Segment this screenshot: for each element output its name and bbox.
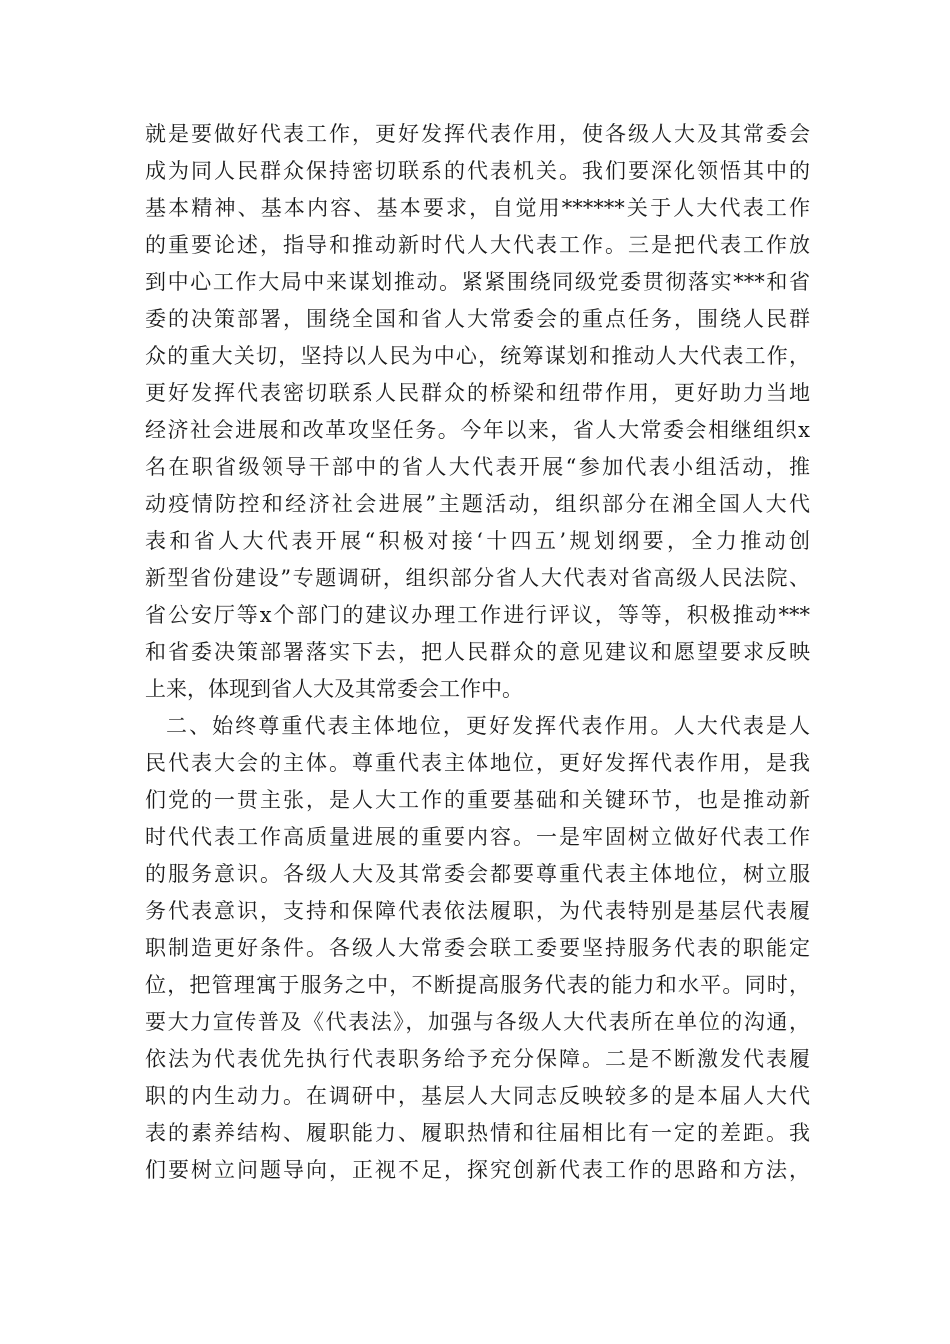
text-line: 名在职省级领导干部中的省人大代表开展“参加代表小组活动，推	[145, 455, 810, 479]
text-line: 经济社会进展和改革攻坚任务。今年以来，省人大常委会相继组织x	[145, 418, 810, 442]
text-line: 依法为代表优先执行代表职务给予充分保障。二是不断激发代表履	[145, 1047, 810, 1071]
text-line: 位，把管理寓于服务之中，不断提高服务代表的能力和水平。同时，	[145, 973, 810, 997]
text-line: 新型省份建设”专题调研，组织部分省人大代表对省高级人民法院、	[145, 566, 810, 590]
text-line: 们要树立问题导向，正视不足，探究创新代表工作的思路和方法，	[145, 1158, 810, 1182]
text-line: 就是要做好代表工作，更好发挥代表作用，使各级人大及其常委会	[145, 122, 810, 146]
section-heading-line: 二、始终尊重代表主体地位，更好发挥代表作用。人大代表是人	[166, 714, 810, 738]
text-line: 要大力宣传普及《代表法》，加强与各级人大代表所在单位的沟通，	[145, 1010, 810, 1034]
text-line: 表和省人大代表开展“积极对接‘十四五’规划纲要，全力推动创	[145, 529, 810, 553]
text-line: 上来，体现到省人大及其常委会工作中。	[145, 677, 523, 701]
text-line: 动疫情防控和经济社会进展”主题活动，组织部分在湘全国人大代	[145, 492, 810, 516]
text-line: 省公安厅等x个部门的建议办理工作进行评议，等等，积极推动***	[145, 603, 810, 627]
text-line: 到中心工作大局中来谋划推动。紧紧围绕同级党委贯彻落实***和省	[145, 270, 810, 294]
text-line: 时代代表工作高质量进展的重要内容。一是牢固树立做好代表工作	[145, 825, 810, 849]
text-line: 务代表意识，支持和保障代表依法履职，为代表特别是基层代表履	[145, 899, 810, 923]
text-line: 职制造更好条件。各级人大常委会联工委要坚持服务代表的职能定	[145, 936, 810, 960]
text-line: 的服务意识。各级人大及其常委会都要尊重代表主体地位，树立服	[145, 862, 810, 886]
text-line: 成为同人民群众保持密切联系的代表机关。我们要深化领悟其中的	[145, 159, 810, 183]
text-line: 民代表大会的主体。尊重代表主体地位，更好发挥代表作用，是我	[145, 751, 810, 775]
text-line: 基本精神、基本内容、基本要求，自觉用******关于人大代表工作	[145, 196, 810, 220]
text-line: 们党的一贯主张，是人大工作的重要基础和关键环节，也是推动新	[145, 788, 810, 812]
text-line: 表的素养结构、履职能力、履职热情和往届相比有一定的差距。我	[145, 1121, 810, 1145]
text-line: 更好发挥代表密切联系人民群众的桥梁和纽带作用，更好助力当地	[145, 381, 810, 405]
text-line: 委的决策部署，围绕全国和省人大常委会的重点任务，围绕人民群	[145, 307, 810, 331]
text-line: 和省委决策部署落实下去，把人民群众的意见建议和愿望要求反映	[145, 640, 810, 664]
text-line: 职的内生动力。在调研中，基层人大同志反映较多的是本届人大代	[145, 1084, 810, 1108]
text-line: 众的重大关切，坚持以人民为中心，统筹谋划和推动人大代表工作，	[145, 344, 810, 368]
text-line: 的重要论述，指导和推动新时代人大代表工作。三是把代表工作放	[145, 233, 810, 257]
document-body	[145, 116, 810, 1189]
